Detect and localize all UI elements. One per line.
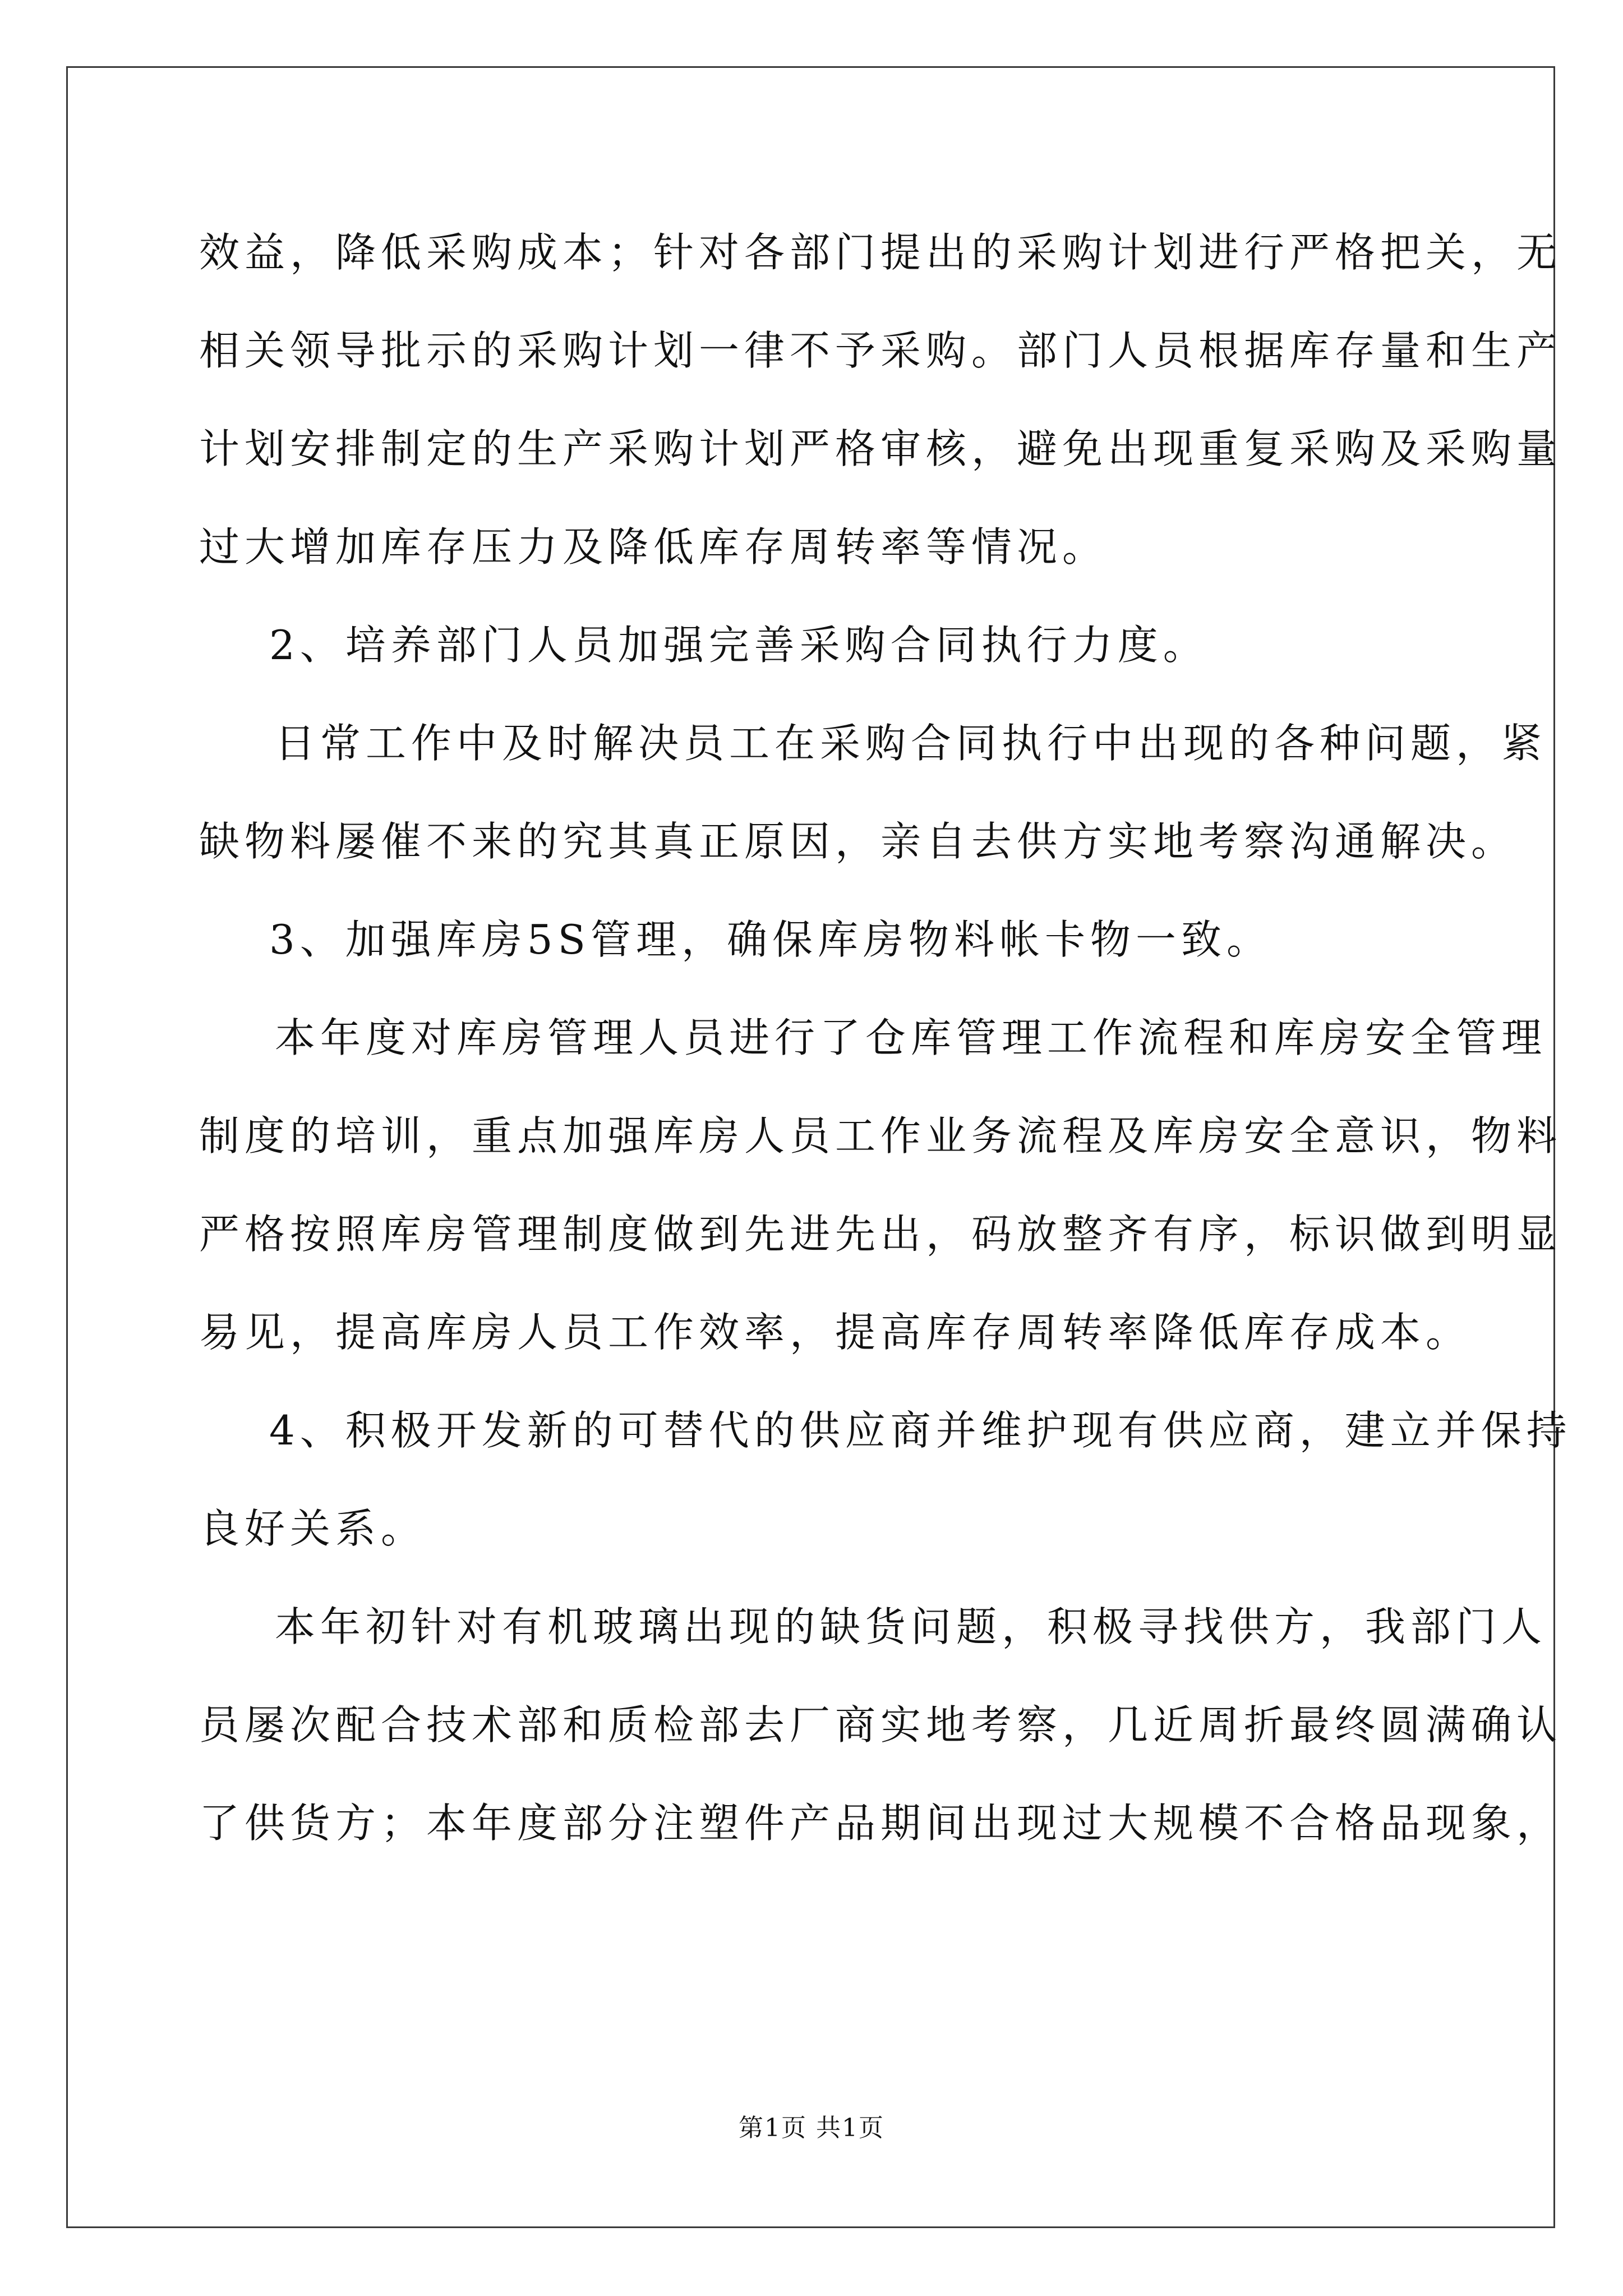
- text-line: 员屡次配合技术部和质检部去厂商实地考察，几近周折最终圆满确认: [199, 1701, 1562, 1749]
- page-footer: 第1页 共1页: [739, 2114, 884, 2142]
- text-line: 过大增加库存压力及降低库存周转率等情况。: [199, 523, 1108, 570]
- text-line: 严格按照库房管理制度做到先进先出，码放整齐有序，标识做到明显: [199, 1211, 1562, 1258]
- text-line: 了供货方；本年度部分注塑件产品期间出现过大规模不合格品现象，: [199, 1800, 1562, 1847]
- text-line: 易见，提高库房人员工作效率，提高库存周转率降低库存成本。: [199, 1309, 1472, 1356]
- text-line: 良好关系。: [199, 1505, 427, 1552]
- text-line: 相关领导批示的采购计划一律不予采购。部门人员根据库存量和生产: [199, 327, 1562, 374]
- text-line: 2、培养部门人员加强完善采购合同执行力度。: [269, 622, 1209, 669]
- text-line: 日常工作中及时解决员工在采购合同执行中出现的各种问题，紧: [275, 720, 1547, 767]
- text-line: 制度的培训，重点加强库房人员工作业务流程及库房安全意识，物料: [199, 1112, 1562, 1159]
- text-line: 效益，降低采购成本；针对各部门提出的采购计划进行严格把关，无: [199, 229, 1562, 276]
- text-line: 计划安排制定的生产采购计划严格审核，避免出现重复采购及采购量: [199, 425, 1562, 472]
- text-line: 本年初针对有机玻璃出现的缺货问题，积极寻找供方，我部门人: [275, 1603, 1547, 1650]
- text-line: 缺物料屡催不来的究其真正原因，亲自去供方实地考察沟通解决。: [199, 818, 1517, 865]
- text-line: 4、积极开发新的可替代的供应商并维护现有供应商，建立并保持: [269, 1407, 1572, 1454]
- text-line: 本年度对库房管理人员进行了仓库管理工作流程和库房安全管理: [275, 1014, 1547, 1061]
- text-line: 3、加强库房5S管理，确保库房物料帐卡物一致。: [269, 916, 1272, 963]
